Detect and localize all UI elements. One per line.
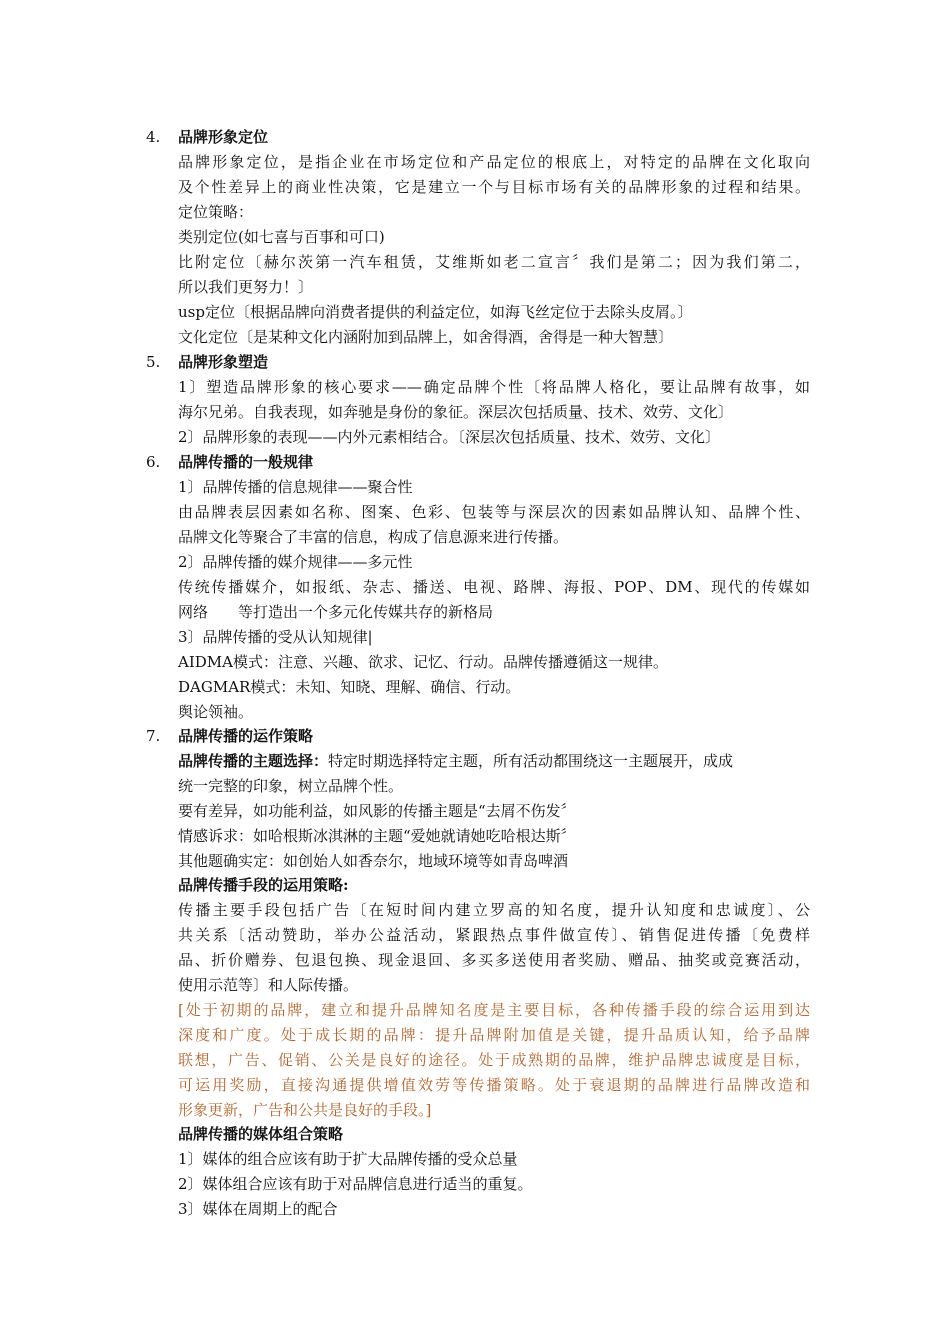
- section-heading-6: [146, 450, 313, 474]
- paragraph-line: 比附定位〔赫尔茨第一汽车租赁，艾维斯如老二宣言〞我们是第二；因为我们第二，: [178, 253, 810, 271]
- section-number: 6.: [146, 453, 161, 471]
- paragraph-line: 情感诉求：如哈根斯冰淇淋的主题“爱她就请她吃哈根达斯〞: [178, 827, 576, 845]
- paragraph-line: 其他题确实定：如创始人如香奈尔，地域环境等如青岛啤酒: [178, 852, 569, 870]
- section-number: 4.: [146, 128, 161, 146]
- section-title: 品牌传播的一般规律: [178, 453, 314, 471]
- highlight-line: 联想，广告、促销、公关是良好的途径。处于成熟期的品牌，维护品牌忠诚度是目标，: [178, 1051, 810, 1069]
- section-title: 品牌形象塑造: [178, 353, 269, 371]
- paragraph-line: 2〕品牌形象的表现——内外元素相结合。〔深层次包括质量、技术、效劳、文化〕: [178, 428, 721, 446]
- paragraph-line: 品牌形象定位，是指企业在市场定位和产品定位的根底上，对特定的品牌在文化取向: [178, 153, 810, 171]
- section-heading-7: [146, 724, 313, 748]
- paragraph-line: 类别定位(如七喜与百事和可口): [178, 228, 385, 246]
- section-number: 7.: [146, 727, 161, 745]
- highlight-line: 深度和广度。处于成长期的品牌：提升品牌附加值是关键，提升品质认知，给予品牌: [178, 1026, 810, 1044]
- paragraph-line: DAGMAR模式：未知、知晓、理解、确信、行动。: [178, 678, 521, 696]
- paragraph-line: 所以我们更努力！〕: [178, 278, 314, 296]
- paragraph-line: 传播主要手段包括广告〔在短时间内建立罗高的知名度，提升认知度和忠诚度〕、公: [178, 901, 810, 919]
- paragraph-line: 传统传播媒介，如报纸、杂志、播送、电视、路牌、海报、POP、DM、现代的传媒如: [178, 578, 810, 596]
- paragraph-line: 2〕媒体组合应该有助于对品牌信息进行适当的重复。: [178, 1175, 533, 1193]
- paragraph-line: 2〕品牌传播的媒介规律——多元性: [178, 553, 413, 571]
- paragraph-line: AIDMA模式：注意、兴趣、欲求、记忆、行动。品牌传播遵循这一规律。: [178, 653, 668, 671]
- paragraph-line: 1〕塑造品牌形象的核心要求——确定品牌个性〔将品牌人格化，要让品牌有故事，如: [178, 378, 810, 396]
- paragraph-line: 1〕品牌传播的信息规律——聚合性: [178, 478, 413, 496]
- paragraph-line: 使用示范等〕和人际传播。: [178, 976, 359, 994]
- paragraph-line: 共关系〔活动赞助，举办公益活动，紧跟热点事件做宣传〕、销售促进传播〔免费样: [178, 926, 810, 944]
- subheading-means: 品牌传播手段的运用策略:: [178, 876, 349, 894]
- section-number: 5.: [146, 353, 161, 371]
- paragraph-line: usp定位〔根据品牌向消费者提供的利益定位，如海飞丝定位于去除头皮屑。〕: [178, 303, 693, 321]
- paragraph-line: 网络 等打造出一个多元化传媒共存的新格局: [178, 603, 494, 621]
- paragraph-line: 文化定位〔是某种文化内涵附加到品牌上，如舍得酒，舍得是一种大智慧〕: [178, 328, 674, 346]
- section-title: 品牌传播的运作策略: [178, 727, 314, 745]
- paragraph-line: 要有差异，如功能利益，如风影的传播主题是“去屑不伤发〞: [178, 802, 576, 820]
- paragraph-line: 及个性差异上的商业性决策，它是建立一个与目标市场有关的品牌形象的过程和结果。: [178, 178, 810, 196]
- highlight-line: [处于初期的品牌，建立和提升品牌知名度是主要目标，各种传播手段的综合运用到达: [178, 1001, 810, 1019]
- paragraph-line: 统一完整的印象，树立品牌个性。: [178, 777, 404, 795]
- highlight-line: 形象更新，广告和公共是良好的手段。]: [178, 1101, 432, 1119]
- paragraph-line: 品牌文化等聚合了丰富的信息，构成了信息源来进行传播。: [178, 528, 569, 546]
- section-title: 品牌形象定位: [178, 128, 269, 146]
- theme-selection-text: 特定时期选择特定主题，所有活动都围绕这一主题展开，成成: [328, 752, 734, 770]
- paragraph-line: 品、折价赠券、包退包换、现金退回、多买多送使用者奖励、赠品、抽奖或竞赛活动，: [178, 951, 810, 969]
- paragraph-line: 1〕媒体的组合应该有助于扩大品牌传播的受众总量: [178, 1150, 518, 1168]
- paragraph-line: 3〕品牌传播的受从认知规律|: [178, 628, 373, 646]
- paragraph-line: 舆论领袖。: [178, 703, 254, 721]
- subheading-media: 品牌传播的媒体组合策略: [178, 1125, 344, 1143]
- theme-selection-line: [178, 749, 733, 773]
- paragraph-line: 3〕媒体在周期上的配合: [178, 1200, 338, 1218]
- paragraph-line: 由品牌表层因素如名称、图案、色彩、包装等与深层次的因素如品牌认知、品牌个性、: [178, 503, 810, 521]
- section-heading-4: [146, 125, 268, 149]
- paragraph-line: 定位策略：: [178, 203, 254, 221]
- section-heading-5: [146, 350, 268, 374]
- paragraph-line: 海尔兄弟。自我表现，如奔驰是身份的象征。深层次包括质量、技术、效劳、文化〕: [178, 403, 734, 421]
- theme-selection-label: 品牌传播的主题选择：: [178, 752, 329, 770]
- highlight-line: 可运用奖励，直接沟通提供增值效劳等传播策略。处于衰退期的品牌进行品牌改造和: [178, 1076, 810, 1094]
